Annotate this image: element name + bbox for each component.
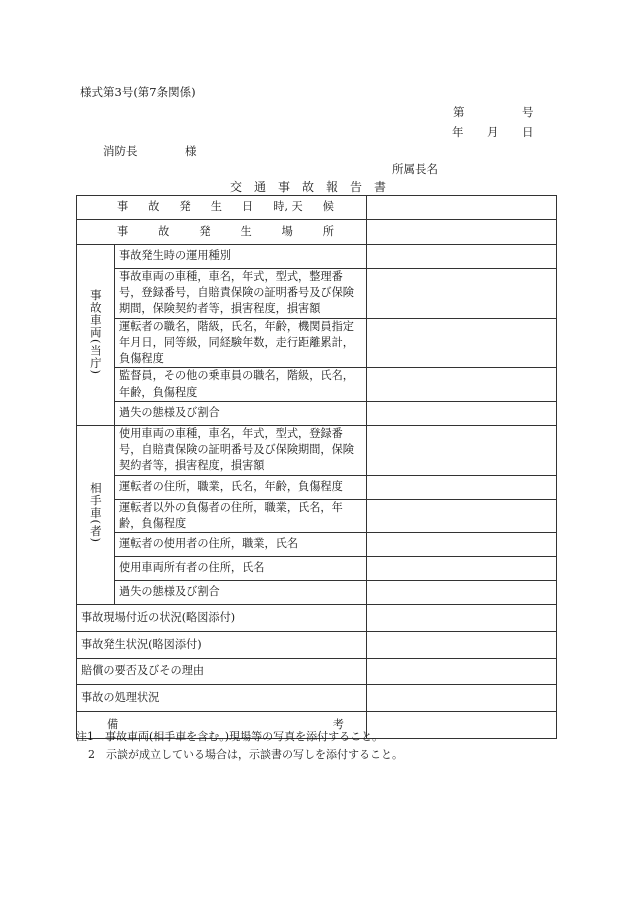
value-cell[interactable] bbox=[367, 269, 557, 319]
value-cell[interactable] bbox=[367, 533, 557, 557]
signer-label: 所属長名 bbox=[392, 162, 438, 176]
report-table bbox=[76, 195, 557, 739]
table-row bbox=[77, 269, 557, 319]
honorific: 様 bbox=[185, 144, 197, 158]
table-row bbox=[77, 557, 557, 581]
row-label-remarks: 備 考 bbox=[77, 712, 367, 739]
table-row bbox=[77, 318, 557, 368]
row-label: 運転者以外の負傷者の住所，職業，氏名，年齢，負傷程度 bbox=[115, 499, 367, 532]
value-cell[interactable] bbox=[367, 632, 557, 659]
value-cell[interactable] bbox=[367, 196, 557, 220]
addressee: 消防長 bbox=[103, 144, 138, 158]
row-label-location: 事 故 発 生 場 所 bbox=[77, 220, 367, 245]
number-prefix: 第 bbox=[453, 105, 465, 119]
value-cell[interactable] bbox=[367, 685, 557, 712]
value-cell[interactable] bbox=[367, 245, 557, 269]
table-row bbox=[77, 368, 557, 401]
value-cell[interactable] bbox=[367, 220, 557, 245]
row-label: 事故現場付近の状況(略図添付) bbox=[77, 605, 367, 632]
row-label: 使用車両所有者の住所，氏名 bbox=[115, 557, 367, 581]
row-label: 事故発生状況(略図添付) bbox=[77, 632, 367, 659]
value-cell[interactable] bbox=[367, 557, 557, 581]
table-row bbox=[77, 659, 557, 685]
table-row bbox=[77, 685, 557, 712]
row-label: 事故車両の車種，車名，年式，型式，整理番号，登録番号，自賠責保険の証明番号及び保険期間，保険契約者等，損害程度，損害額 bbox=[115, 269, 367, 319]
row-label: 運転者の職名，階級，氏名，年齢，機関員指定年月日，同等級，同経験年数，走行距離累計，負傷程度 bbox=[115, 318, 367, 368]
row-label: 過失の態様及び割合 bbox=[115, 401, 367, 425]
table-row bbox=[77, 196, 557, 220]
table-row bbox=[77, 605, 557, 632]
number-suffix: 号 bbox=[522, 105, 534, 119]
table-row bbox=[77, 425, 557, 475]
row-label: 監督員，その他の乗車員の職名，階級，氏名，年齢，負傷程度 bbox=[115, 368, 367, 401]
value-cell[interactable] bbox=[367, 425, 557, 475]
value-cell[interactable] bbox=[367, 712, 557, 739]
date-year-label: 年 bbox=[452, 125, 464, 139]
table-row bbox=[77, 475, 557, 499]
row-label: 運転者の使用者の住所，職業，氏名 bbox=[115, 533, 367, 557]
table-row bbox=[77, 581, 557, 605]
row-label: 賠償の要否及びその理由 bbox=[77, 659, 367, 685]
group-label-own-vehicle: 事故車両(当庁) bbox=[77, 245, 115, 426]
note-2: 2 示談が成立している場合は，示談書の写しを添付すること。 bbox=[88, 748, 403, 761]
date-day-label: 日 bbox=[522, 125, 534, 139]
row-label: 過失の態様及び割合 bbox=[115, 581, 367, 605]
note-1: 注1 事故車両(相手車を含む。)現場等の写真を添付すること。 bbox=[76, 730, 384, 743]
row-label-datetime-weather: 事 故 発 生 日 時, 天 候 bbox=[77, 196, 367, 220]
date-month-label: 月 bbox=[487, 125, 499, 139]
value-cell[interactable] bbox=[367, 368, 557, 401]
row-label: 使用車両の車種，車名，年式，型式，登録番号，自賠責保険の証明番号及び保険期間，保険契約者等，損害程度，損害額 bbox=[115, 425, 367, 475]
value-cell[interactable] bbox=[367, 318, 557, 368]
row-label: 運転者の住所，職業，氏名，年齢，負傷程度 bbox=[115, 475, 367, 499]
row-label: 事故発生時の運用種別 bbox=[115, 245, 367, 269]
table-row bbox=[77, 533, 557, 557]
value-cell[interactable] bbox=[367, 659, 557, 685]
table-row bbox=[77, 401, 557, 425]
value-cell[interactable] bbox=[367, 475, 557, 499]
table-row bbox=[77, 499, 557, 532]
table-row bbox=[77, 245, 557, 269]
form-number: 様式第3号(第7条関係) bbox=[80, 85, 196, 99]
value-cell[interactable] bbox=[367, 401, 557, 425]
document-title: 交 通 事 故 報 告 書 bbox=[230, 180, 387, 194]
row-label: 事故の処理状況 bbox=[77, 685, 367, 712]
table-row bbox=[77, 632, 557, 659]
value-cell[interactable] bbox=[367, 581, 557, 605]
table-row bbox=[77, 220, 557, 245]
value-cell[interactable] bbox=[367, 499, 557, 532]
value-cell[interactable] bbox=[367, 605, 557, 632]
group-label-other-party: 相手車(者) bbox=[77, 425, 115, 604]
